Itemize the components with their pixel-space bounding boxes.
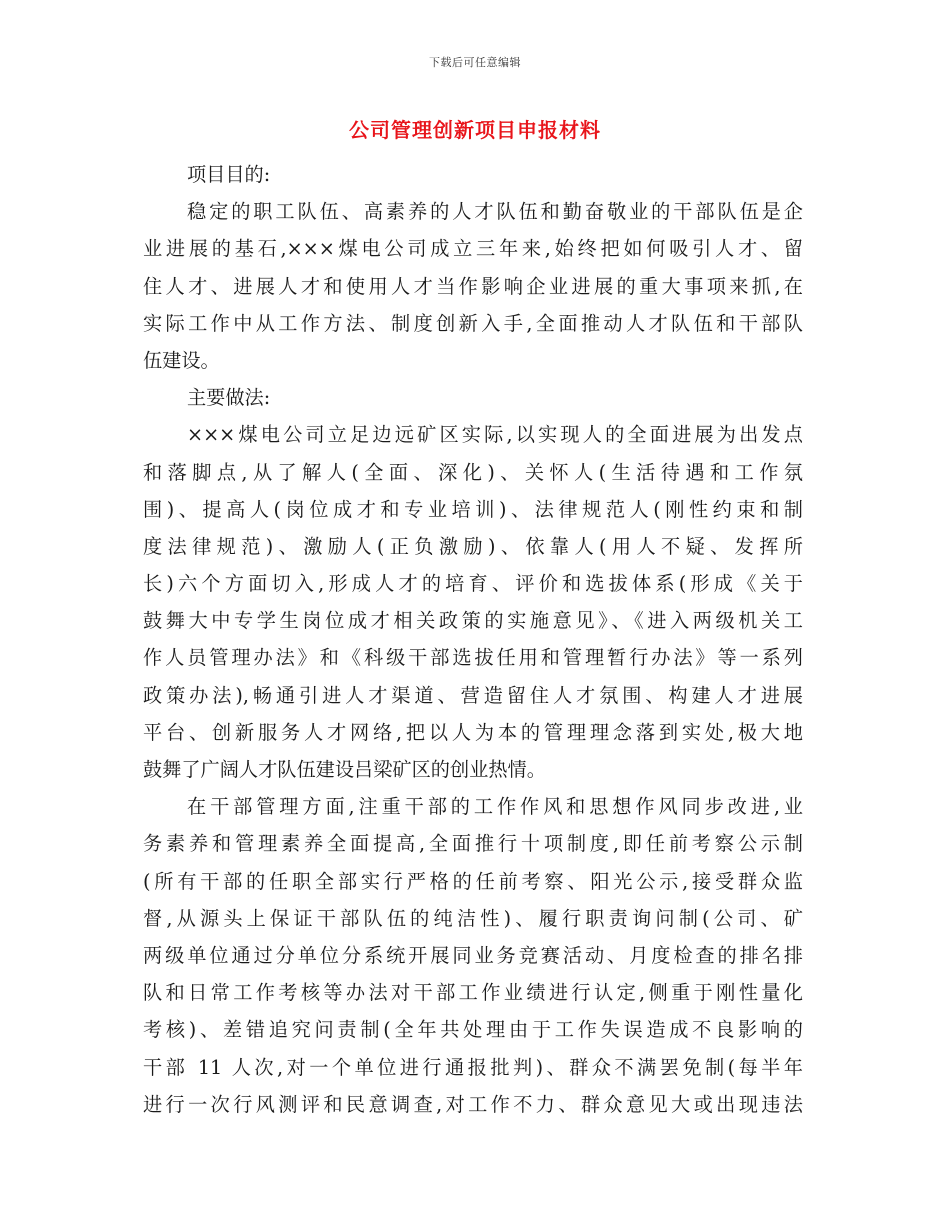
text-line: 伍建设。 [143, 348, 220, 372]
text-line: 度法律规范)、激励人(正负激励)、依靠人(用人不疑、发挥所 [143, 534, 803, 558]
text-line: 住人才、进展人才和使用人才当作影响企业进展的重大事项来抓,在 [143, 274, 803, 298]
text-line: 围)、提高人(岗位成才和专业培训)、法律规范人(刚性约束和制 [143, 497, 803, 521]
text-line: (所有干部的任职全部实行严格的任前考察、阳光公示,接受群众监 [143, 869, 803, 893]
text-line: 主要做法: [187, 386, 271, 410]
text-line: 项目目的: [187, 163, 271, 186]
text-line: 政策办法),畅通引进人才渠道、营造留住人才氛围、构建人才进展 [143, 683, 803, 707]
text-line: 稳定的职工队伍、高素养的人才队伍和勤奋敬业的干部队伍是企 [187, 200, 803, 224]
text-line: 督,从源头上保证干部队伍的纯洁性)、履行职责询问制(公司、矿 [143, 906, 803, 930]
text-line: 长)六个方面切入,形成人才的培育、评价和选拔体系(形成《关于 [143, 572, 803, 596]
text-line: 作人员管理办法》和《科级干部选拔任用和管理暂行办法》等一系列 [143, 646, 803, 670]
text-line: 鼓舞了广阔人才队伍建设吕梁矿区的创业热情。 [143, 758, 546, 781]
text-line: 和落脚点,从了解人(全面、深化)、关怀人(生活待遇和工作氛 [143, 460, 803, 484]
text-line: 考核)、差错追究问责制(全年共处理由于工作失误造成不良影响的 [143, 1018, 803, 1042]
text-line: 鼓舞大中专学生岗位成才相关政策的实施意见》、《进入两级机关工 [143, 609, 803, 633]
text-line: 进行一次行风测评和民意调查,对工作不力、群众意见大或出现违法 [143, 1092, 803, 1116]
page-header: 下载后可任意编辑 [429, 56, 521, 69]
text-line: 实际工作中从工作方法、制度创新入手,全面推动人才队伍和干部队 [143, 311, 803, 335]
text-line: 两级单位通过分单位分系统开展同业务竞赛活动、月度检查的排名排 [143, 943, 803, 967]
text-line: 业进展的基石,×××煤电公司成立三年来,始终把如何吸引人才、留 [143, 237, 803, 261]
text-line: 平台、创新服务人才网络,把以人为本的管理理念落到实处,极大地 [143, 720, 803, 744]
text-line: 务素养和管理素养全面提高,全面推行十项制度,即任前考察公示制 [143, 832, 803, 856]
text-line: 在干部管理方面,注重干部的工作作风和思想作风同步改进,业 [187, 795, 803, 819]
document-title: 公司管理创新项目申报材料 [349, 118, 601, 142]
document-body [143, 156, 803, 1123]
text-line: 队和日常工作考核等办法对干部工作业绩进行认定,侧重于刚性量化 [143, 981, 803, 1005]
text-line: ×××煤电公司立足边远矿区实际,以实现人的全面进展为出发点 [187, 423, 803, 447]
text-line: 干部 11 人次,对一个单位进行通报批判)、群众不满罢免制(每半年 [143, 1055, 803, 1079]
